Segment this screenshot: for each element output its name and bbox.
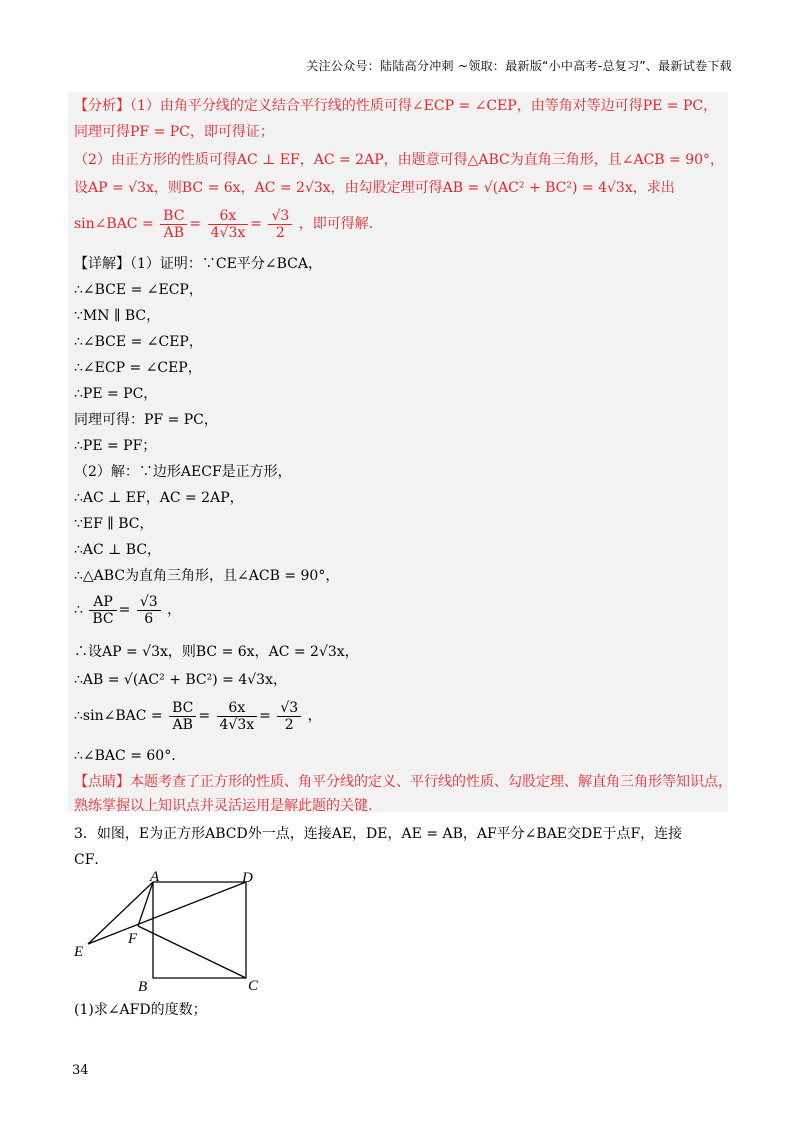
- detail-line-18: ∴∠BAC = 60°.: [74, 748, 176, 764]
- detail-line-14: ∴ $\frac{AP}{BC}$ = $\frac{√3}{6}$ ，: [74, 593, 182, 627]
- detail-line-15: ∴设AP = √3x，则BC = 6x，AC = 2√3x，: [74, 644, 359, 660]
- detail-line-6: ∴PE = PC，: [74, 386, 158, 402]
- page-header: 关注公众号：陆陆高分冲刺 ~领取：最新版“小中高考-总复习”、最新试卷下载: [306, 59, 732, 73]
- analysis-sin-label: sin∠BAC =: [74, 216, 154, 232]
- sin-label: ∴sin∠BAC =: [74, 708, 163, 724]
- label-A: A: [150, 869, 160, 885]
- label-C: C: [248, 978, 259, 994]
- comma: ，: [307, 708, 322, 724]
- detail-line-10: ∴AC ⊥ EF，AC = 2AP，: [74, 490, 244, 506]
- detail-line-5: ∴∠ECP = ∠CEP，: [74, 360, 202, 376]
- analysis-line-4: 设AP = √3x，则BC = 6x，AC = 2√3x，由勾股定理可得AB = √(AC² + BC²) = 4√3x，求出: [74, 180, 675, 196]
- detail-line-12: ∴AC ⊥ BC，: [74, 542, 162, 558]
- analysis-tail: ，即可得解.: [298, 216, 374, 232]
- detail-line-4: ∴∠BCE = ∠CEP，: [74, 334, 203, 350]
- comment-line-2: 熟练掌握以上知识点并灵活运用是解此题的关键.: [74, 798, 373, 814]
- detail-line-1: 【详解】（1）证明：∵CE平分∠BCA，: [74, 256, 322, 272]
- analysis-line-5: sin∠BAC = $\frac{BC}{AB}$ = $\frac{6x}{4√3x}$ = $\frac{√3}{2}$ ，即可得解.: [74, 207, 374, 241]
- comment-line-1: 【点睛】本题考查了正方形的性质、角平分线的定义、平行线的性质、勾股定理、解直角三角形等知识点，: [74, 774, 732, 790]
- analysis-line-1: 【分析】（1）由角平分线的定义结合平行线的性质可得∠ECP = ∠CEP，由等角对等边可得PE = PC，: [74, 98, 718, 114]
- fraction: $\frac{√3}{6}$: [137, 594, 161, 627]
- fraction: $\frac{BC}{AB}$: [169, 700, 196, 733]
- detail-line-7: 同理可得：PF = PC，: [74, 412, 218, 428]
- problem-line-2: CF．: [74, 852, 109, 868]
- therefore-symbol: ∴: [74, 602, 83, 618]
- detail-line-16: ∴AB = √(AC² + BC²) = 4√3x，: [74, 672, 287, 688]
- fraction: $\frac{BC}{AB}$: [160, 208, 187, 241]
- fraction: $\frac{6x}{4√3x}$: [208, 208, 249, 241]
- question-1: (1)求∠AFD的度数；: [74, 1002, 207, 1018]
- label-B: B: [138, 979, 148, 995]
- detail-line-11: ∵EF ∥ BC，: [74, 516, 154, 532]
- label-E: E: [74, 944, 84, 960]
- detail-line-9: （2）解：∵边形AECF是正方形，: [74, 464, 292, 480]
- comma: ，: [167, 602, 182, 618]
- problem-line-1: 3．如图，E为正方形ABCD外一点，连接AE，DE，AE = AB，AF平分∠BAE交DE于点F，连接: [74, 826, 683, 842]
- detail-line-8: ∴PE = PF；: [74, 438, 157, 454]
- geometry-figure: [72, 868, 272, 996]
- detail-line-3: ∵MN ∥ BC，: [74, 308, 161, 324]
- detail-line-2: ∴∠BCE = ∠ECP，: [74, 282, 203, 298]
- analysis-line-2: 同理可得PF = PC，即可得证；: [74, 124, 274, 140]
- detail-line-13: ∴△ABC为直角三角形，且∠ACB = 90°，: [74, 568, 340, 584]
- fraction: $\frac{AP}{BC}$: [89, 594, 116, 627]
- analysis-line-3: （2）由正方形的性质可得AC ⊥ EF，AC = 2AP，由题意可得△ABC为直角三角形，且∠ACB = 90°，: [74, 152, 725, 168]
- label-D: D: [242, 870, 253, 886]
- page-number: 34: [72, 1063, 89, 1078]
- fraction: $\frac{6x}{4√3x}$: [217, 700, 258, 733]
- label-F: F: [128, 931, 138, 947]
- detail-line-17: ∴sin∠BAC = $\frac{BC}{AB}$ = $\frac{6x}{4√3x}$ = $\frac{√3}{2}$ ，: [74, 699, 322, 733]
- fraction: $\frac{√3}{2}$: [268, 208, 292, 241]
- fraction: $\frac{√3}{2}$: [277, 700, 301, 733]
